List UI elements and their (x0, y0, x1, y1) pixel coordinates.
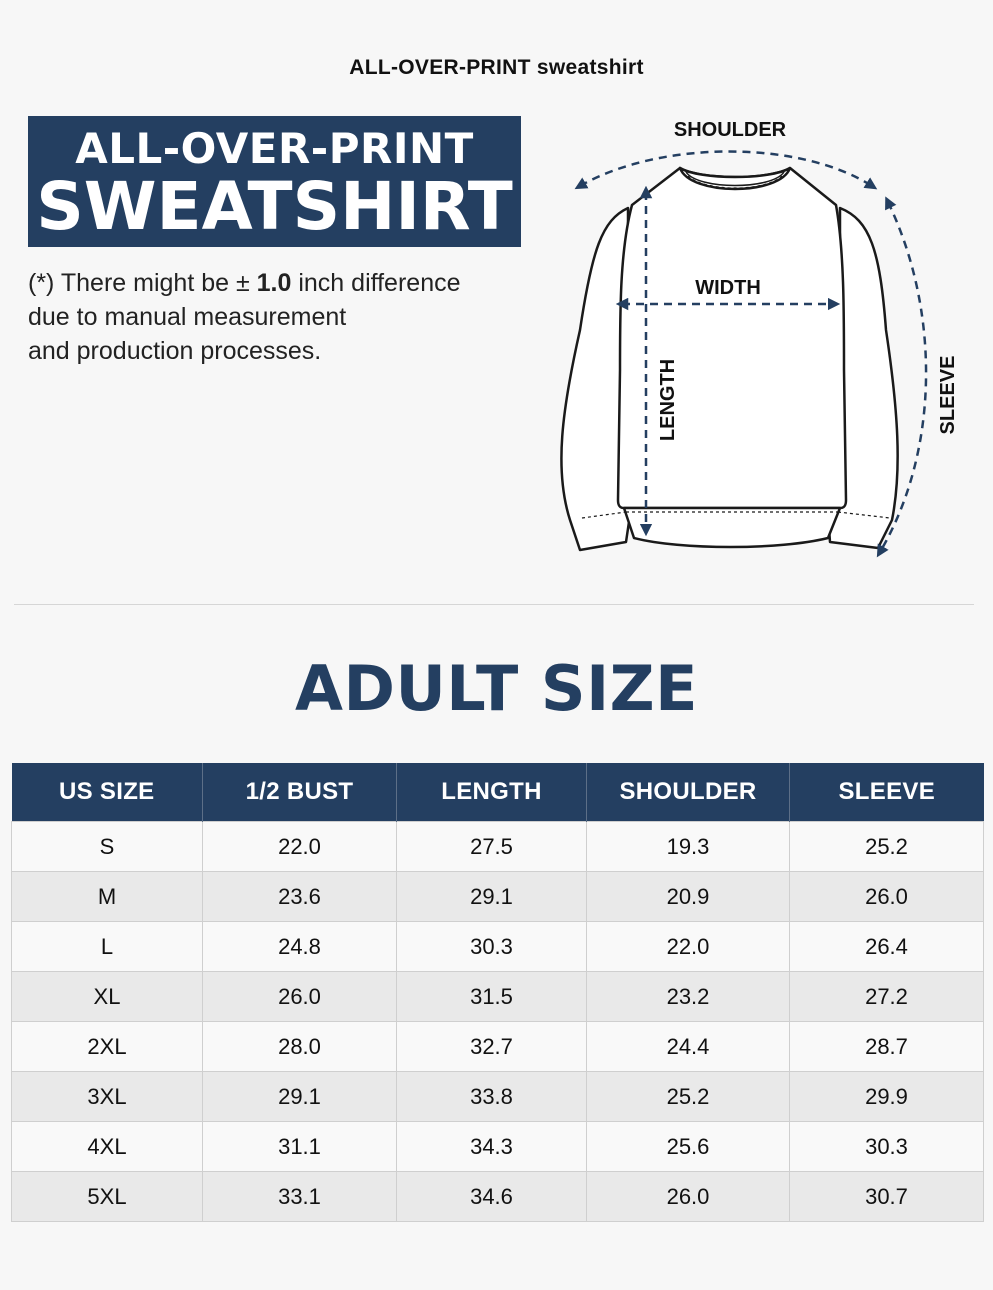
table-row (12, 872, 984, 922)
cell-shoulder: 25.2 (587, 1072, 790, 1122)
cell-length: 33.8 (397, 1072, 587, 1122)
table-row (12, 822, 984, 872)
cell-sleeve: 28.7 (790, 1022, 984, 1072)
cell-length: 34.6 (397, 1172, 587, 1222)
cell-sleeve: 29.9 (790, 1072, 984, 1122)
cell-length: 30.3 (397, 922, 587, 972)
sweatshirt-diagram (540, 110, 970, 580)
cell-size: 2XL (12, 1022, 203, 1072)
section-divider (14, 604, 974, 605)
table-row (12, 1072, 984, 1122)
table-row (12, 1122, 984, 1172)
cell-half-bust: 31.1 (203, 1122, 397, 1172)
cell-shoulder: 25.6 (587, 1122, 790, 1172)
length-label: LENGTH (657, 358, 679, 442)
banner-line-1: ALL-OVER-PRINT (75, 124, 474, 173)
cell-size: 5XL (12, 1172, 203, 1222)
cell-sleeve: 25.2 (790, 822, 984, 872)
cell-sleeve: 30.7 (790, 1172, 984, 1222)
header-half-bust: 1/2 BUST (203, 763, 397, 822)
cell-shoulder: 20.9 (587, 872, 790, 922)
cell-half-bust: 23.6 (203, 872, 397, 922)
size-table (11, 763, 984, 1222)
cell-size: L (12, 922, 203, 972)
section-title: ADULT SIZE (295, 652, 698, 725)
cell-sleeve: 27.2 (790, 972, 984, 1022)
width-label: WIDTH (695, 277, 761, 299)
cell-length: 32.7 (397, 1022, 587, 1072)
cell-size: XL (12, 972, 203, 1022)
cell-shoulder: 24.4 (587, 1022, 790, 1072)
cell-half-bust: 28.0 (203, 1022, 397, 1072)
header-shoulder: SHOULDER (587, 763, 790, 822)
cell-shoulder: 23.2 (587, 972, 790, 1022)
cell-shoulder: 19.3 (587, 822, 790, 872)
cell-half-bust: 33.1 (203, 1172, 397, 1222)
table-row (12, 1172, 984, 1222)
note-value: 1.0 (256, 269, 292, 297)
cell-shoulder: 26.0 (587, 1172, 790, 1222)
header-us-size: US SIZE (12, 763, 203, 822)
sleeve-label: SLEEVE (937, 355, 959, 435)
cell-sleeve: 26.4 (790, 922, 984, 972)
header-length: LENGTH (397, 763, 587, 822)
cell-size: M (12, 872, 203, 922)
note-line-2: due to manual measurement (28, 303, 347, 331)
cell-half-bust: 22.0 (203, 822, 397, 872)
cell-half-bust: 29.1 (203, 1072, 397, 1122)
cell-size: S (12, 822, 203, 872)
table-row (12, 972, 984, 1022)
page-title: ALL-OVER-PRINT sweatshirt (349, 56, 644, 79)
cell-length: 27.5 (397, 822, 587, 872)
cell-sleeve: 30.3 (790, 1122, 984, 1172)
measurement-note (28, 266, 548, 368)
title-banner (28, 116, 521, 247)
table-header-row (12, 763, 984, 822)
header-sleeve: SLEEVE (790, 763, 984, 822)
note-line-3: and production processes. (28, 337, 322, 365)
cell-size: 3XL (12, 1072, 203, 1122)
note-suffix: inch difference (291, 269, 461, 297)
cell-length: 34.3 (397, 1122, 587, 1172)
cell-sleeve: 26.0 (790, 872, 984, 922)
cell-shoulder: 22.0 (587, 922, 790, 972)
sweatshirt-outline (561, 168, 897, 550)
cell-size: 4XL (12, 1122, 203, 1172)
note-prefix: (*) There might be ± (28, 269, 257, 297)
cell-half-bust: 24.8 (203, 922, 397, 972)
shoulder-label: SHOULDER (673, 119, 787, 141)
cell-length: 29.1 (397, 872, 587, 922)
table-row (12, 1022, 984, 1072)
banner-line-2: SWEATSHIRT (36, 168, 513, 245)
cell-half-bust: 26.0 (203, 972, 397, 1022)
cell-length: 31.5 (397, 972, 587, 1022)
table-row (12, 922, 984, 972)
